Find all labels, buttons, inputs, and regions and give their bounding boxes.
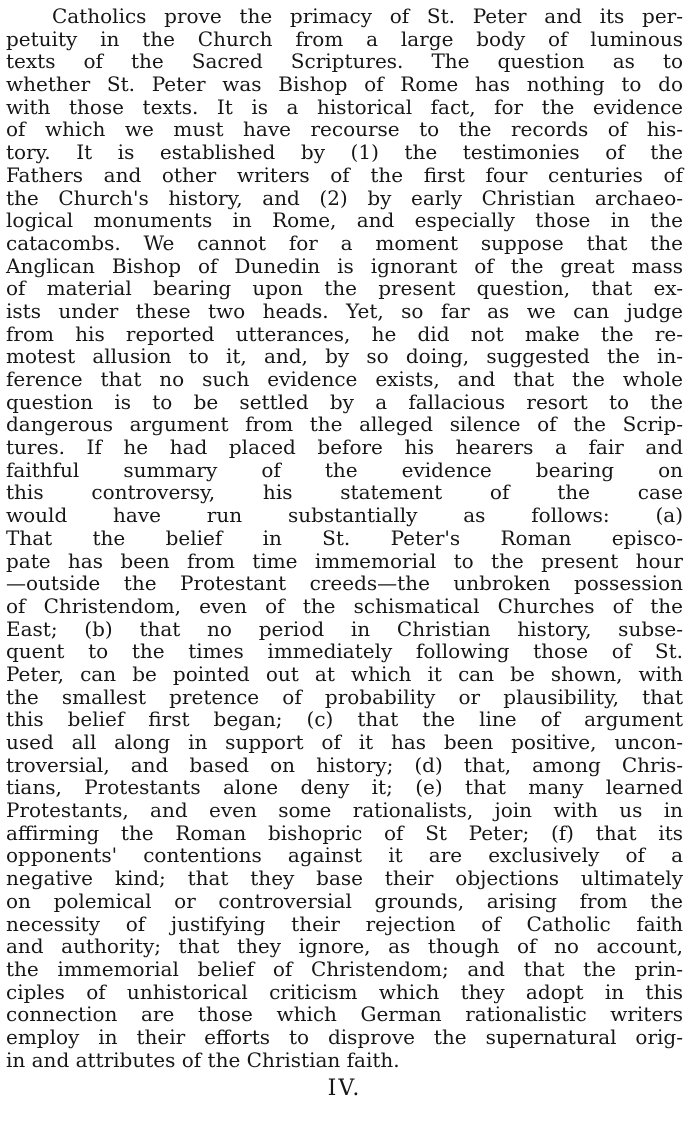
text-line: opponents' contentions against it are exclusively of a — [6, 843, 683, 868]
text-line: Catholics prove the primacy of St. Peter and its per- — [52, 4, 683, 28]
text-line: necessity of justifying their rejection of Catholic faith — [6, 911, 683, 936]
section-heading: IV. — [327, 1076, 362, 1101]
article-paragraph — [6, 5, 683, 1071]
text-line: whether St. Peter was Bishop of Rome has nothing to do — [6, 72, 683, 97]
text-line: faithful summary of the evidence bearing on — [6, 457, 683, 482]
text-line: dangerous argument from the alleged silence of the Scrip- — [6, 412, 683, 437]
text-line: affirming the Roman bishopric of St Peter; (f) that its — [6, 820, 683, 845]
text-line: this belief first began; (c) that the line of argument — [6, 707, 683, 732]
text-line: motest allusion to it, and, by so doing, suggested the in- — [6, 344, 683, 369]
text-line: question is to be settled by a fallacious resort to the — [6, 389, 683, 414]
text-line: tians, Protestants alone deny it; (e) that many learned — [6, 775, 683, 800]
text-line: the Church's history, and (2) by early Christian archaeo- — [6, 185, 683, 210]
text-line: negative kind; that they base their objections ultimately — [6, 866, 683, 891]
text-line: East; (b) that no period in Christian history, subse- — [6, 616, 683, 641]
text-line: this controversy, his statement of the case — [6, 480, 683, 505]
text-line: connection are those which German rationalistic writers — [6, 1002, 683, 1027]
text-line: employ in their efforts to disprove the supernatural orig- — [6, 1024, 683, 1049]
text-line: the immemorial belief of Christendom; and that the prin- — [6, 956, 683, 981]
text-line: Anglican Bishop of Dunedin is ignorant of the great mass — [6, 253, 683, 278]
text-line: troversial, and based on history; (d) that, among Chris- — [6, 752, 683, 777]
text-line: tures. If he had placed before his hearers a fair and — [6, 435, 683, 460]
text-line: used all along in support of it has been positive, uncon- — [6, 730, 683, 754]
text-line: Protestants, and even some rationalists, join with us in — [6, 798, 683, 823]
text-line: in and attributes of the Christian faith. — [6, 1047, 400, 1072]
text-line: ference that no such evidence exists, and that the whole — [6, 367, 683, 391]
text-line: ciples of unhistorical criticism which they adopt in this — [6, 979, 683, 1004]
text-line: quent to the times immediately following those of St. — [6, 639, 683, 664]
text-line: on polemical or controversial grounds, arising from the — [6, 888, 683, 913]
text-line: of material bearing upon the present question, that ex- — [6, 276, 683, 301]
text-line: pate has been from time immemorial to the present hour — [6, 548, 683, 573]
text-line: and authority; that they ignore, as though of no account, — [6, 934, 683, 959]
text-line: tory. It is established by (1) the testimonies of the — [6, 140, 683, 165]
text-line: the smallest pretence of probability or plausibility, that — [6, 684, 683, 709]
text-line: with those texts. It is a historical fact, for the evidence — [6, 94, 683, 119]
text-line: petuity in the Church from a large body of luminous — [6, 26, 683, 51]
text-line: —outside the Protestant creeds—the unbroken possession — [6, 571, 683, 596]
text-line: would have run substantially as follows: (a) — [6, 503, 683, 528]
text-line: Peter, can be pointed out at which it can be shown, with — [6, 661, 683, 686]
text-line: from his reported utterances, he did not make the re- — [6, 321, 683, 346]
text-line: logical monuments in Rome, and especially those in the — [6, 208, 683, 233]
text-line: of Christendom, even of the schismatical Churches of the — [6, 593, 683, 618]
text-line: ists under these two heads. Yet, so far as we can judge — [6, 298, 683, 323]
text-line: catacombs. We cannot for a moment suppose that the — [6, 230, 683, 255]
text-line: That the belief in St. Peter's Roman episco- — [6, 525, 683, 550]
text-line: Fathers and other writers of the first four centuries of — [6, 162, 683, 187]
text-line: of which we must have recourse to the records of his- — [6, 117, 683, 142]
text-line: texts of the Sacred Scriptures. The question as to — [6, 49, 683, 74]
